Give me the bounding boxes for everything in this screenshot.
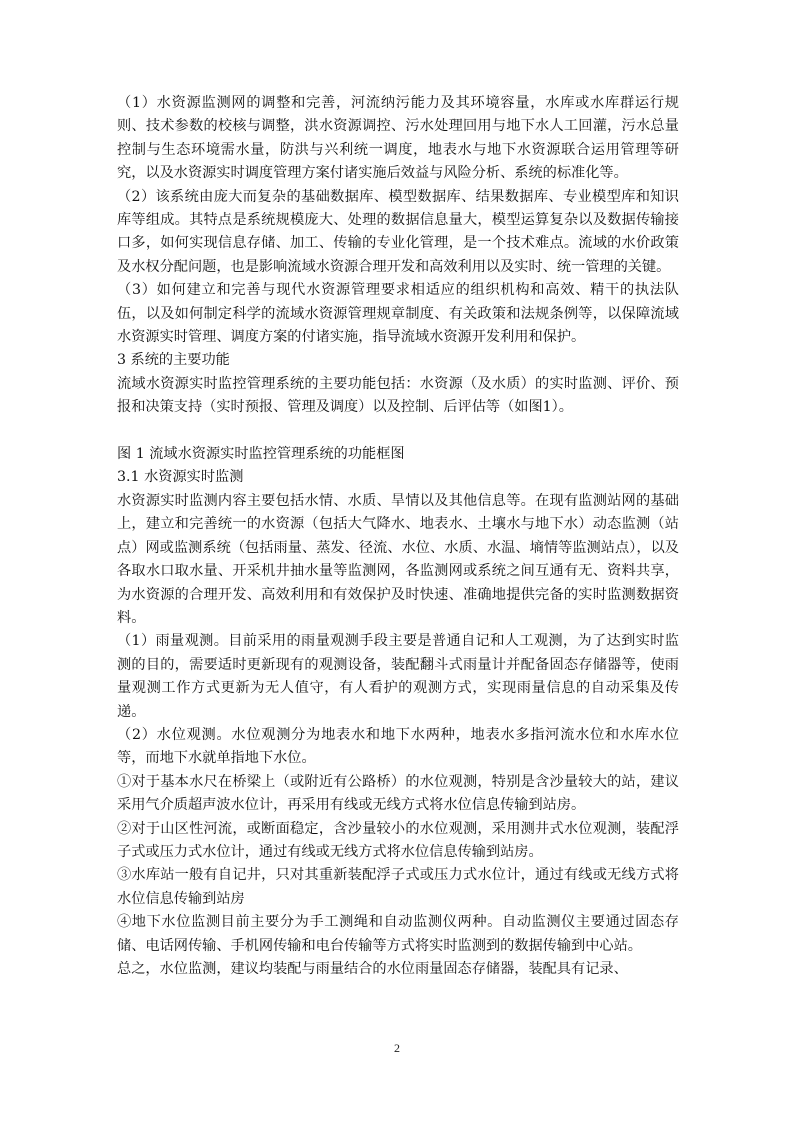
paragraph-3: （3）如何建立和完善与现代水资源管理要求相适应的组织机构和高效、精干的执法队伍，以及如何制定科学的流域水资源管理规章制度、有关政策和法规条例等，以保障流域水资源实时管理、调度方案的付诸实施，指导流域水资源开发利用和保护。 [117, 282, 679, 346]
list-item-4: ④地下水位监测目前主要分为手工测绳和自动监测仪两种。自动监测仪主要通过固态存储、电话网传输、手机网传输和电台传输等方式将实时监测到的数据传输到中心站。 [117, 914, 679, 954]
blank-line [117, 420, 679, 443]
paragraph-1: （1）水资源监测网的调整和完善，河流纳污能力及其环境容量，水库或水库群运行规则、技术参数的校核与调整，洪水资源调控、污水处理回用与地下水人工回灌，污水总量控制与生态环境需水量，防洪与兴利统一调度，地表水与地下水资源联合运用管理等研究，以及水资源实时调度管理方案付诸实施后效益与风险分析、系统的标准化等。 [117, 95, 679, 182]
section-heading-3: 3 系统的主要功能 [117, 352, 230, 369]
page-number: 2 [394, 1041, 400, 1055]
section-heading-3-1: 3.1 水资源实时监测 [117, 469, 244, 486]
list-item-1: ①对于基本水尺在桥梁上（或附近有公路桥）的水位观测，特别是含沙量较大的站，建议采用气介质超声波水位计，再采用有线或无线方式将水位信息传输到站房。 [117, 773, 679, 814]
list-item-2: ②对于山区性河流，或断面稳定，含沙量较小的水位观测，采用测井式水位观测，装配浮子式或压力式水位计，通过有线或无线方式将水位信息传输到站房。 [117, 820, 679, 860]
paragraph-water-level: （2）水位观测。水位观测分为地表水和地下水两种，地表水多指河流水位和水库水位等，而地下水就单指地下水位。 [117, 726, 679, 767]
document-body [117, 92, 679, 981]
paragraph-monitoring: 水资源实时监测内容主要包括水情、水质、旱情以及其他信息等。在现有监测站网的基础上，建立和完善统一的水资源（包括大气降水、地表水、土壤水与地下水）动态监测（站点）网或监测系统（包括雨量、蒸发、径流、水位、水质、水温、墒情等监测站点），以及各取水口取水量、开采机井抽水量等监测网，各监测网或系统之间互通有无、资料共享，为水资源的合理开发、高效利用和有效保护及时快速、准确地提供完备的实时监测数据资料。 [117, 492, 679, 626]
paragraph-2: （2）该系统由庞大而复杂的基础数据库、模型数据库、结果数据库、专业模型库和知识库等组成。其特点是系统规模庞大、处理的数据信息量大，模型运算复杂以及数据传输接口多，如何实现信息存储、加工、传输的专业化管理，是一个技术难点。流域的水价政策及水权分配问题，也是影响流域水资源合理开发和高效利用以及实时、统一管理的关键。 [117, 188, 679, 275]
list-item-3: ③水库站一般有自记井，只对其重新装配浮子式或压力式水位计，通过有线或无线方式将水位信息传输到站房 [117, 867, 679, 907]
paragraph-summary: 总之，水位监测，建议均装配与雨量结合的水位雨量固态存储器，装配具有记录、 [117, 961, 628, 978]
paragraph-rainfall: （1）雨量观测。目前采用的雨量观测手段主要是普通自记和人工观测，为了达到实时监测的目的，需要适时更新现有的观测设备，装配翻斗式雨量计并配备固态存储器等，使雨量观测工作方式更新为无人值守，有人看护的观测方式，实现雨量信息的自动采集及传递。 [117, 633, 679, 720]
paragraph-functions: 流域水资源实时监控管理系统的主要功能包括：水资源（及水质）的实时监测、评价、预报和决策支持（实时预报、管理及调度）以及控制、后评估等（如图1）。 [117, 375, 679, 416]
figure-caption: 图 1 流域水资源实时监控管理系统的功能框图 [117, 446, 405, 463]
